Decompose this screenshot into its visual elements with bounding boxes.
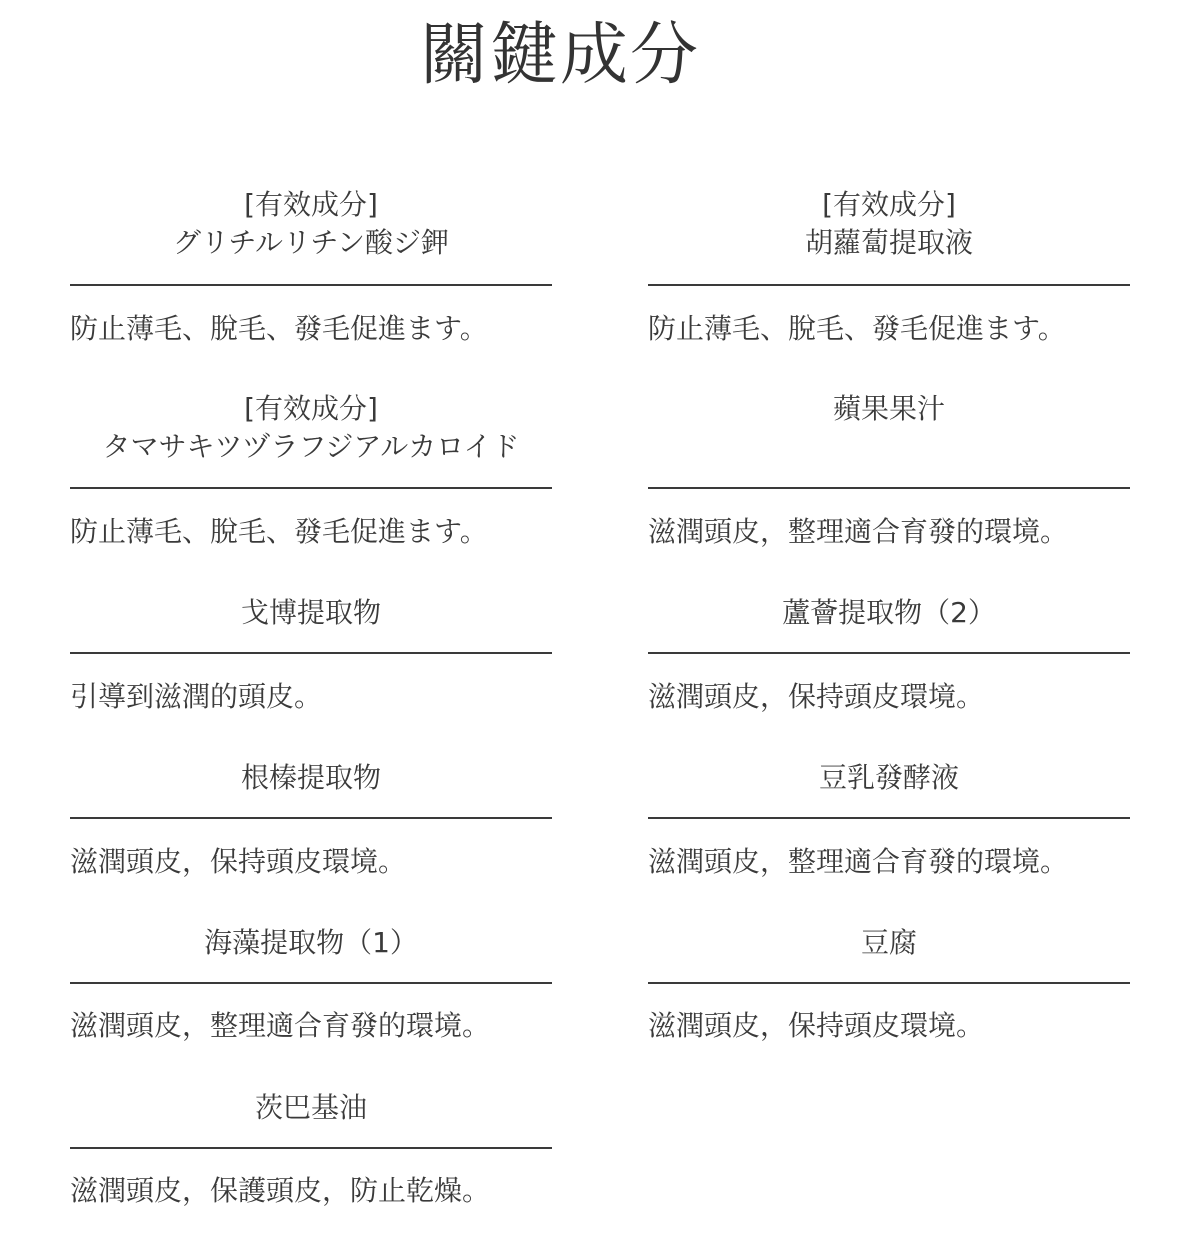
ingredient-name xyxy=(70,186,552,262)
divider xyxy=(70,817,552,819)
page-title: 關鍵成分 xyxy=(419,16,700,95)
ingredient-name-text: 蘆薈提取物（2） xyxy=(782,596,996,629)
ingredient-name-text: 茨巴基油 xyxy=(254,1091,367,1124)
ingredient-name xyxy=(70,594,552,632)
divider xyxy=(648,652,1130,654)
ingredient-name-block xyxy=(648,384,1130,428)
divider xyxy=(648,487,1130,489)
ingredient-description: 滋潤頭皮，整理適合育發的環境。 xyxy=(70,1009,491,1042)
divider xyxy=(648,982,1130,984)
ingredient-name-text: タマサキツヅラフジアルカロイド xyxy=(102,430,520,463)
ingredient-description: 滋潤頭皮，保持頭皮環境。 xyxy=(648,680,985,713)
ingredient-description: 防止薄毛、脫毛、發毛促進ます。 xyxy=(70,515,488,548)
ingredient-name-block xyxy=(648,753,1130,797)
ingredient-name-block xyxy=(648,588,1130,632)
ingredient-description: 防止薄毛、脫毛、發毛促進ます。 xyxy=(648,312,1066,345)
ingredient-name xyxy=(648,594,1130,632)
divider xyxy=(70,652,552,654)
ingredient-name xyxy=(648,390,1130,428)
ingredient-name xyxy=(70,1089,552,1127)
ingredient-name-text: グリチルリチン酸ジ鉀 xyxy=(172,226,450,259)
divider xyxy=(648,817,1130,819)
ingredient-name-block xyxy=(648,918,1130,962)
ingredient-name-block xyxy=(648,180,1130,262)
ingredient-description: 引導到滋潤的頭皮。 xyxy=(70,680,323,713)
ingredient-name xyxy=(70,390,552,466)
ingredient-name-text: 海藻提取物（1） xyxy=(204,926,418,959)
active-ingredient-tag: [有效成分] xyxy=(822,188,956,221)
ingredient-name-text: 根榛提取物 xyxy=(240,761,381,794)
divider xyxy=(70,284,552,286)
ingredient-name-block xyxy=(70,180,552,262)
ingredient-name-block xyxy=(70,918,552,962)
ingredient-description: 滋潤頭皮，保護頭皮，防止乾燥。 xyxy=(70,1174,491,1207)
ingredient-name-text: 胡蘿蔔提取液 xyxy=(804,226,973,259)
divider xyxy=(648,284,1130,286)
divider xyxy=(70,982,552,984)
ingredient-name-text: 蘋果果汁 xyxy=(832,392,945,425)
ingredient-name-text: 戈博提取物 xyxy=(240,596,381,629)
ingredient-name-block xyxy=(70,588,552,632)
ingredient-description: 滋潤頭皮，保持頭皮環境。 xyxy=(70,845,407,878)
ingredient-name-block xyxy=(70,1083,552,1127)
ingredient-description: 滋潤頭皮，整理適合育發的環境。 xyxy=(648,845,1069,878)
divider xyxy=(70,1147,552,1149)
ingredient-name-text: 豆腐 xyxy=(860,926,917,959)
ingredient-name-block xyxy=(70,753,552,797)
ingredient-name xyxy=(648,759,1130,797)
ingredient-name xyxy=(70,924,552,962)
ingredient-description: 滋潤頭皮，保持頭皮環境。 xyxy=(648,1009,985,1042)
ingredient-name-text: 豆乳發酵液 xyxy=(818,761,959,794)
divider xyxy=(70,487,552,489)
ingredient-name xyxy=(70,759,552,797)
active-ingredient-tag: [有效成分] xyxy=(244,188,378,221)
active-ingredient-tag: [有效成分] xyxy=(244,392,378,425)
ingredient-name-block xyxy=(70,384,552,466)
ingredient-name xyxy=(648,924,1130,962)
ingredient-name xyxy=(648,186,1130,262)
ingredient-description: 滋潤頭皮，整理適合育發的環境。 xyxy=(648,515,1069,548)
ingredient-description: 防止薄毛、脫毛、發毛促進ます。 xyxy=(70,312,488,345)
